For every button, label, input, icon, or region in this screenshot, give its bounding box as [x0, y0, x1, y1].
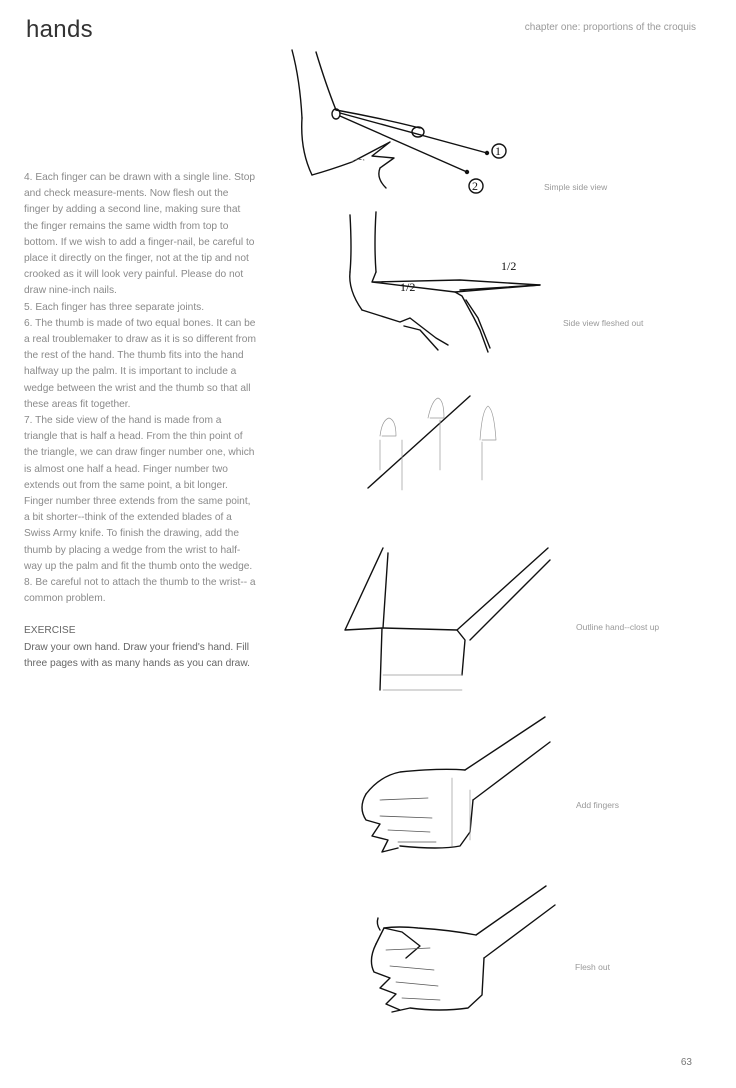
fig1-label-2: 2 [472, 179, 478, 193]
chapter-header: chapter one: proportions of the croquis [524, 22, 696, 33]
figure-add-fingers [362, 717, 550, 852]
figure-flesh-out [371, 886, 555, 1012]
figure-side-view-fleshed [350, 212, 540, 352]
paragraph-step-7: 7. The side view of the hand is made from a triangle that is half a head. From the thin point of the triangle, we can draw finger number one, which is almost one half a head. Finger number two extends out from the same point, a bit longer. Finger number three extends from the same point, a bit shorter--think of the extended blades of a Swiss Army knife. To finish the drawing, add the thumb by placing a wedge from the wrist to half-way up the palm and fit the thumb onto the wedge. [24, 415, 255, 572]
caption-side-view-fleshed: Side view fleshed out [563, 318, 644, 328]
figure-thumb-wedge [368, 396, 496, 490]
exercise-text: Draw your own hand. Draw your friend's hand. Fill three pages with as many hands as you can draw. [24, 641, 250, 669]
caption-add-fingers: Add fingers [576, 800, 619, 810]
page-number: 63 [680, 1057, 692, 1068]
caption-simple-side-view: Simple side view [544, 182, 608, 192]
paragraph-step-4: 4. Each finger can be drawn with a single line. Stop and check measure-ments. Now flesh out the finger by adding a second line, making sure that the finger remains the same width from top to bottom. If we wish to add a finger-nail, be careful to place it directly on the finger, not at the tip and not crooked as it will look very painful. Please do not draw nine-inch nails. [24, 172, 256, 297]
page-title: hands [26, 16, 93, 43]
caption-outline-hand: Outline hand--clost up [576, 622, 660, 632]
exercise-heading: EXERCISE [24, 625, 76, 637]
fig1-label-1: 1 [495, 144, 501, 158]
paragraph-step-6: 6. The thumb is made of two equal bones. It can be a real troublemaker to draw as it is so different from the rest of the hand. The thumb fits into the hand halfway up the palm. It is important to include a wedge between the wrist and the thumb so that all these areas fit together. [24, 317, 256, 410]
fig2-half-b: 1/2 [400, 280, 416, 294]
paragraph-step-8: 8. Be careful not to attach the thumb to the wrist-- a common problem. [24, 577, 256, 605]
figure-outline-hand [345, 548, 550, 690]
paragraph-step-5: 5. Each finger has three separate joints. [24, 301, 205, 313]
caption-flesh-out: Flesh out [575, 962, 610, 972]
fig2-half-a: 1/2 [501, 259, 517, 273]
figure-simple-side-view [292, 50, 506, 193]
